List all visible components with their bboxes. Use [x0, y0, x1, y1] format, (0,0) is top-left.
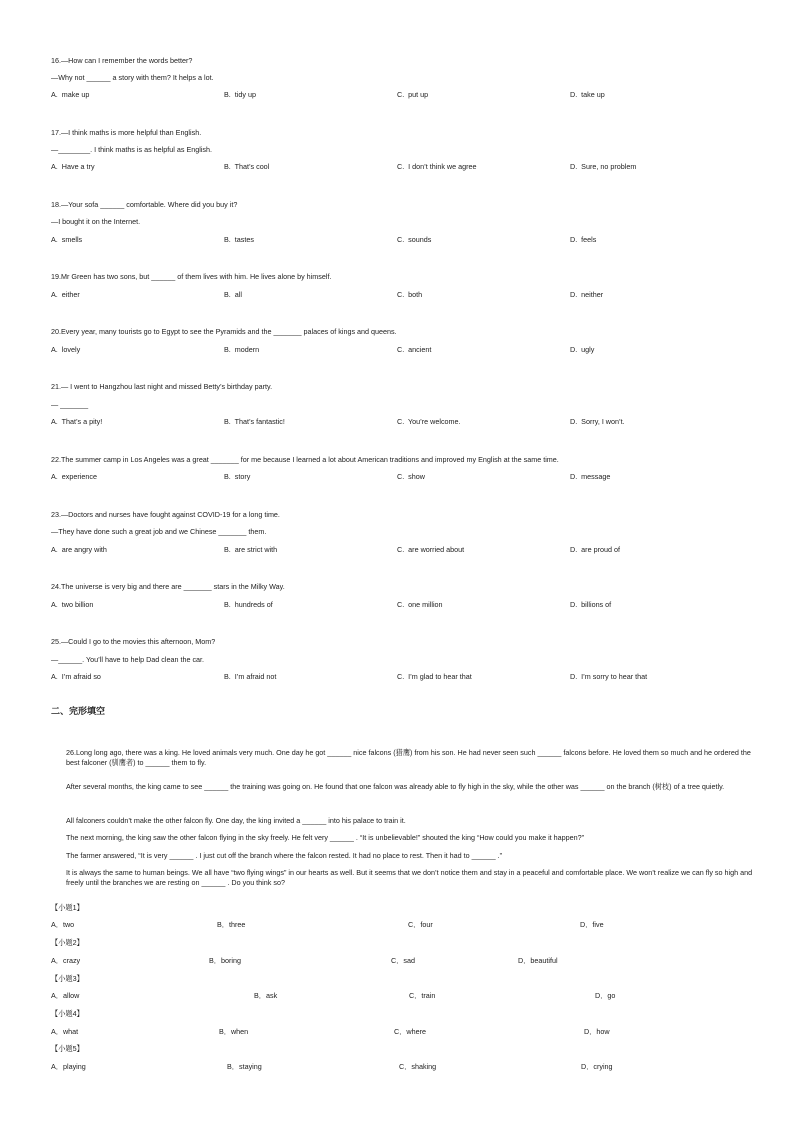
question-24-stem: 24.The universe is very big and there are _______ stars in the Milky Way.	[51, 582, 285, 591]
option-d[interactable]: D．how	[584, 1027, 610, 1036]
passage-paragraph-5: The farmer answered, “It is very ______ . I just cut off the branch where the falcon rested. It had no place to rest. Then it had to ______ .”	[66, 851, 503, 860]
passage-paragraph-6: It is always the same to human beings. We all have “two flying wings” in our hearts as well. But it seems that we don’t notice them and stay in a peaceful and comfortable place. We won’t realize we can fly so high and freely until the branches we are resting on ______ . Do you think so?	[66, 868, 753, 887]
question-25-options	[51, 672, 751, 682]
sub-question-1-label: 【小题1】	[51, 903, 84, 912]
option-b[interactable]: B．staying	[227, 1062, 262, 1071]
question-18-options	[51, 235, 751, 245]
question-23-options	[51, 545, 751, 555]
option-b[interactable]: B．ask	[254, 991, 278, 1000]
sub-question-1-options	[51, 920, 751, 930]
passage-paragraph-4: The next morning, the king saw the other falcon flying in the sky freely. He felt very ______ . “It is unbelievable!” shouted the king “How could you make it happen?”	[66, 833, 585, 842]
option-b[interactable]: B. all	[224, 290, 242, 299]
option-d[interactable]: D. are proud of	[570, 545, 620, 554]
option-d[interactable]: D. message	[570, 472, 611, 481]
question-23-stem-line2: —They have done such a great job and we Chinese _______ them.	[51, 527, 267, 536]
option-a[interactable]: A. Have a try	[51, 162, 95, 171]
question-18-stem: 18.—Your sofa ______ comfortable. Where did you buy it?	[51, 200, 238, 209]
question-20-options	[51, 345, 751, 355]
option-a[interactable]: A．what	[51, 1027, 79, 1036]
question-24-options	[51, 600, 751, 610]
question-20-stem: 20.Every year, many tourists go to Egypt to see the Pyramids and the _______ palaces of kings and queens.	[51, 327, 397, 336]
sub-question-3-options	[51, 991, 751, 1001]
question-23-stem: 23.—Doctors and nurses have fought against COVID-19 for a long time.	[51, 510, 280, 519]
option-c[interactable]: C．train	[409, 991, 436, 1000]
option-a[interactable]: A. lovely	[51, 345, 81, 354]
section-title: 二、完形填空	[51, 707, 106, 717]
question-22-options	[51, 472, 751, 482]
option-a[interactable]: A．crazy	[51, 956, 81, 965]
option-c[interactable]: C. show	[397, 472, 425, 481]
question-21-options	[51, 417, 751, 427]
question-21-stem-line2: — _______	[51, 400, 89, 409]
question-16-stem-line2: —Why not ______ a story with them? It helps a lot.	[51, 73, 214, 82]
option-d[interactable]: D．beautiful	[518, 956, 558, 965]
question-17-stem-line2: —________. I think maths is as helpful as English.	[51, 145, 213, 154]
option-d[interactable]: D．crying	[581, 1062, 613, 1071]
question-25-stem-line2: —______. You’ll have to help Dad clean the car.	[51, 655, 205, 664]
sub-question-3-label: 【小题3】	[51, 974, 84, 983]
question-17-stem: 17.—I think maths is more helpful than English.	[51, 128, 202, 137]
option-d[interactable]: D. take up	[570, 90, 605, 99]
question-16-options	[51, 90, 751, 100]
option-b[interactable]: B. hundreds of	[224, 600, 273, 609]
question-18-stem-line2: —I bought it on the Internet.	[51, 217, 141, 226]
option-a[interactable]: A．playing	[51, 1062, 86, 1071]
option-b[interactable]: B. modern	[224, 345, 260, 354]
option-a[interactable]: A. I’m afraid so	[51, 672, 101, 681]
option-c[interactable]: C．shaking	[399, 1062, 437, 1071]
option-d[interactable]: D. Sure, no problem	[570, 162, 637, 171]
passage-paragraph-1: 26.Long long ago, there was a king. He loved animals very much. One day he got ______ nice falcons (猎鹰) from his son. He had never seen such ______ falcons before. He loved them so much and he ordered the best falconer (驯鹰者) to ______ them to fly.	[66, 748, 751, 767]
option-b[interactable]: B. I’m afraid not	[224, 672, 277, 681]
question-21-stem: 21.— I went to Hangzhou last night and missed Betty’s birthday party.	[51, 382, 273, 391]
option-d[interactable]: D. billions of	[570, 600, 612, 609]
option-d[interactable]: D. Sorry, I won’t.	[570, 417, 625, 426]
option-d[interactable]: D. neither	[570, 290, 604, 299]
option-a[interactable]: A. smells	[51, 235, 83, 244]
option-c[interactable]: C. You’re welcome.	[397, 417, 461, 426]
option-a[interactable]: A．two	[51, 920, 75, 929]
option-c[interactable]: C. ancient	[397, 345, 432, 354]
option-c[interactable]: C. both	[397, 290, 423, 299]
option-a[interactable]: A. That’s a pity!	[51, 417, 103, 426]
option-b[interactable]: B. tastes	[224, 235, 254, 244]
question-19-options	[51, 290, 751, 300]
sub-question-2-label: 【小题2】	[51, 938, 84, 947]
sub-question-5-label: 【小题5】	[51, 1044, 84, 1053]
option-b[interactable]: B. are strict with	[224, 545, 278, 554]
question-17-options	[51, 162, 751, 172]
option-d[interactable]: D. I’m sorry to hear that	[570, 672, 648, 681]
option-b[interactable]: B. tidy up	[224, 90, 256, 99]
option-a[interactable]: A．allow	[51, 991, 80, 1000]
option-d[interactable]: D. ugly	[570, 345, 595, 354]
question-25-stem: 25.—Could I go to the movies this afternoon, Mom?	[51, 637, 216, 646]
sub-question-2-options	[51, 956, 751, 966]
option-c[interactable]: C．sad	[391, 956, 415, 965]
option-c[interactable]: C. are worried about	[397, 545, 465, 554]
passage-paragraph-2: After several months, the king came to see ______ the training was going on. He found that one falcon was already able to fly high in the sky, while the other was ______ on the branch (树枝) of a tree quietly.	[66, 782, 725, 791]
option-a[interactable]: A. either	[51, 290, 80, 299]
sub-question-4-options	[51, 1027, 751, 1037]
question-16-stem: 16.—How can I remember the words better?	[51, 56, 193, 65]
option-b[interactable]: B. That’s fantastic!	[224, 417, 285, 426]
option-b[interactable]: B. story	[224, 472, 251, 481]
option-a[interactable]: A. make up	[51, 90, 90, 99]
option-c[interactable]: C. I don’t think we agree	[397, 162, 477, 171]
option-b[interactable]: B．three	[217, 920, 246, 929]
option-b[interactable]: B．boring	[209, 956, 241, 965]
option-b[interactable]: B. That’s cool	[224, 162, 270, 171]
option-c[interactable]: C. one million	[397, 600, 443, 609]
option-d[interactable]: D. feels	[570, 235, 597, 244]
sub-question-5-options	[51, 1062, 751, 1072]
option-c[interactable]: C．where	[394, 1027, 426, 1036]
option-b[interactable]: B．when	[219, 1027, 249, 1036]
option-a[interactable]: A. two billion	[51, 600, 94, 609]
passage-paragraph-3: All falconers couldn’t make the other falcon fly. One day, the king invited a ______ into his palace to train it.	[66, 816, 406, 825]
sub-question-4-label: 【小题4】	[51, 1009, 84, 1018]
question-22-stem: 22.The summer camp in Los Angeles was a great _______ for me because I learned a lot about American traditions and improved my English at the same time.	[51, 455, 559, 464]
option-d[interactable]: D．go	[595, 991, 616, 1000]
option-d[interactable]: D．five	[580, 920, 604, 929]
option-c[interactable]: C．four	[408, 920, 433, 929]
question-19-stem: 19.Mr Green has two sons, but ______ of them lives with him. He lives alone by himself.	[51, 272, 332, 281]
option-a[interactable]: A. are angry with	[51, 545, 107, 554]
option-c[interactable]: C. I’m glad to hear that	[397, 672, 472, 681]
option-c[interactable]: C. put up	[397, 90, 429, 99]
option-a[interactable]: A. experience	[51, 472, 97, 481]
option-c[interactable]: C. sounds	[397, 235, 432, 244]
